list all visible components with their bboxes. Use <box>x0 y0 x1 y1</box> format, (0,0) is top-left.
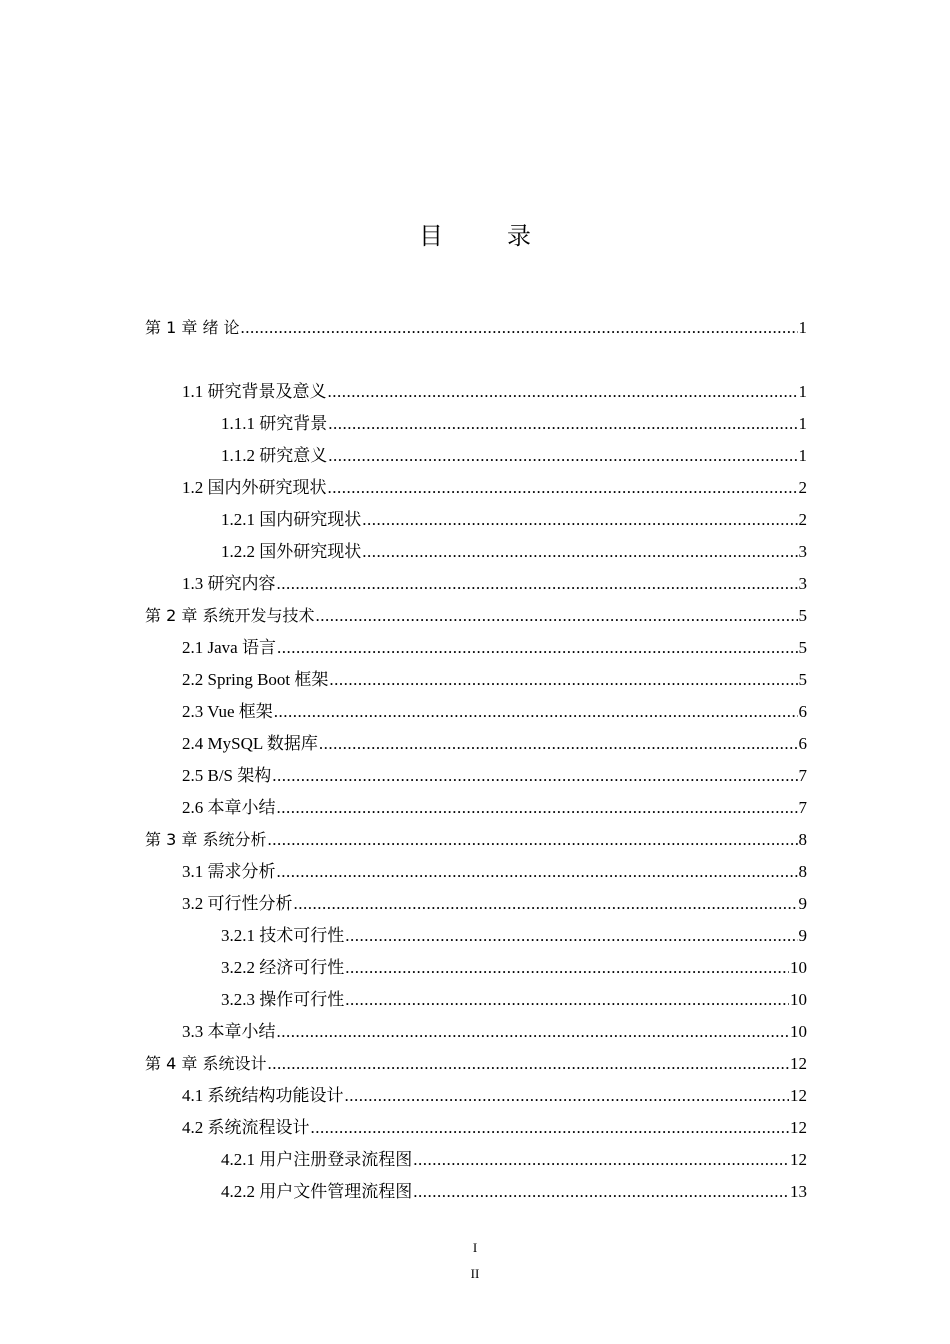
dot-leader <box>345 956 789 980</box>
toc-entry-page: 9 <box>798 894 807 913</box>
toc-entry-label: 第 2 章 系统开发与技术 <box>145 606 315 625</box>
toc-entry[interactable] <box>182 1020 807 1044</box>
dot-leader <box>277 636 798 660</box>
toc-entry-label: 4.1 系统结构功能设计 <box>182 1086 344 1105</box>
toc-entry-label: 2.4 MySQL 数据库 <box>182 734 318 753</box>
toc-entry-label: 1.3 研究内容 <box>182 574 276 593</box>
toc-entry-label: 3.2 可行性分析 <box>182 894 293 913</box>
toc-entry-label: 1.1.2 研究意义 <box>221 446 328 465</box>
dot-leader <box>413 1180 789 1204</box>
toc-chapter-entry[interactable] <box>145 1052 807 1076</box>
toc-entry-page: 12 <box>790 1086 807 1105</box>
dot-leader <box>267 828 797 852</box>
dot-leader <box>319 732 798 756</box>
toc-entry[interactable] <box>182 764 807 788</box>
toc-entry-label: 3.3 本章小结 <box>182 1022 276 1041</box>
dot-leader <box>272 764 797 788</box>
toc-entry-page: 2 <box>798 510 807 529</box>
toc-entry-label: 2.3 Vue 框架 <box>182 702 273 721</box>
toc-entry-label: 3.2.3 操作可行性 <box>221 990 345 1009</box>
toc-chapter-entry[interactable] <box>145 316 807 340</box>
toc-entry-page: 10 <box>790 990 807 1009</box>
toc-entry[interactable] <box>182 380 807 404</box>
toc-entry[interactable] <box>182 668 807 692</box>
toc-entry-label: 1.1 研究背景及意义 <box>182 382 327 401</box>
toc-entry[interactable] <box>182 732 807 756</box>
dot-leader <box>413 1148 789 1172</box>
dot-leader <box>328 444 797 468</box>
toc-entry-page: 8 <box>798 830 807 849</box>
dot-leader <box>362 508 797 532</box>
toc-entry-page: 10 <box>790 1022 807 1041</box>
dot-leader <box>345 1084 790 1108</box>
toc-entry-page: 13 <box>790 1182 807 1201</box>
toc-chapter-entry[interactable] <box>145 828 807 852</box>
toc-entry-label: 2.5 B/S 架构 <box>182 766 272 785</box>
toc-entry-label: 1.2 国内外研究现状 <box>182 478 327 497</box>
section-page-number: II <box>470 1266 480 1281</box>
dot-leader <box>328 412 797 436</box>
toc-entry[interactable] <box>221 956 807 980</box>
toc-entry-label: 2.2 Spring Boot 框架 <box>182 670 329 689</box>
toc-entry-label: 第 3 章 系统分析 <box>145 830 267 849</box>
toc-entry[interactable] <box>221 412 807 436</box>
dot-leader <box>277 860 798 884</box>
toc-entry-page: 1 <box>798 446 807 465</box>
toc-entry-page: 1 <box>798 382 807 401</box>
dot-leader <box>328 380 798 404</box>
toc-entry[interactable] <box>221 1148 807 1172</box>
toc-entry[interactable] <box>221 508 807 532</box>
toc-entry-page: 5 <box>798 606 807 625</box>
toc-entry-page: 12 <box>790 1150 807 1169</box>
toc-title: 目 录 <box>419 222 551 250</box>
toc-entry-label: 2.1 Java 语言 <box>182 638 276 657</box>
toc-entry-label: 3.1 需求分析 <box>182 862 276 881</box>
dot-leader <box>328 476 798 500</box>
toc-entry-page: 7 <box>798 798 807 817</box>
toc-entry-page: 3 <box>798 574 807 593</box>
dot-leader <box>315 604 797 628</box>
page-number: I <box>472 1240 478 1255</box>
toc-entry-label: 第 1 章 绪 论 <box>145 318 240 337</box>
toc-entry[interactable] <box>182 572 807 596</box>
toc-entry-page: 6 <box>798 734 807 753</box>
toc-entry-label: 1.2.2 国外研究现状 <box>221 542 362 561</box>
dot-leader <box>277 572 798 596</box>
toc-entry[interactable] <box>221 540 807 564</box>
toc-entry-label: 1.1.1 研究背景 <box>221 414 328 433</box>
toc-entry-page: 12 <box>790 1054 807 1073</box>
toc-entry-label: 4.2.1 用户注册登录流程图 <box>221 1150 413 1169</box>
toc-entry[interactable] <box>182 860 807 884</box>
toc-entry[interactable] <box>182 1084 807 1108</box>
dot-leader <box>277 796 798 820</box>
toc-entry-label: 4.2.2 用户文件管理流程图 <box>221 1182 413 1201</box>
toc-entry-page: 10 <box>790 958 807 977</box>
toc-entry-label: 3.2.1 技术可行性 <box>221 926 345 945</box>
toc-entry[interactable] <box>182 796 807 820</box>
toc-entry-page: 1 <box>798 414 807 433</box>
toc-entry-label: 2.6 本章小结 <box>182 798 276 817</box>
toc-entry[interactable] <box>221 444 807 468</box>
toc-entry[interactable] <box>221 924 807 948</box>
toc-chapter-entry[interactable] <box>145 604 807 628</box>
toc-entry-page: 1 <box>798 318 807 337</box>
dot-leader <box>345 924 797 948</box>
toc-entry[interactable] <box>182 1116 807 1140</box>
toc-entry[interactable] <box>182 700 807 724</box>
toc-entry-label: 1.2.1 国内研究现状 <box>221 510 362 529</box>
toc-entry-page: 5 <box>798 670 807 689</box>
dot-leader <box>274 700 798 724</box>
toc-entry-page: 8 <box>798 862 807 881</box>
toc-entry[interactable] <box>182 636 807 660</box>
toc-entry[interactable] <box>221 988 807 1012</box>
dot-leader <box>311 1116 790 1140</box>
dot-leader <box>241 316 798 340</box>
dot-leader <box>277 1020 790 1044</box>
toc-entry-page: 6 <box>798 702 807 721</box>
toc-entry-label: 第 4 章 系统设计 <box>145 1054 267 1073</box>
toc-entry-label: 4.2 系统流程设计 <box>182 1118 310 1137</box>
dot-leader <box>345 988 789 1012</box>
toc-entry-label: 3.2.2 经济可行性 <box>221 958 345 977</box>
dot-leader <box>294 892 798 916</box>
toc-entry-page: 5 <box>798 638 807 657</box>
dot-leader <box>362 540 797 564</box>
toc-entry-page: 3 <box>798 542 807 561</box>
toc-entry-page: 7 <box>798 766 807 785</box>
toc-entry-page: 9 <box>798 926 807 945</box>
toc-entry[interactable] <box>182 476 807 500</box>
toc-entry-page: 12 <box>790 1118 807 1137</box>
toc-entry[interactable] <box>221 1180 807 1204</box>
dot-leader <box>329 668 797 692</box>
toc-entry-page: 2 <box>798 478 807 497</box>
dot-leader <box>267 1052 789 1076</box>
toc-entry[interactable] <box>182 892 807 916</box>
